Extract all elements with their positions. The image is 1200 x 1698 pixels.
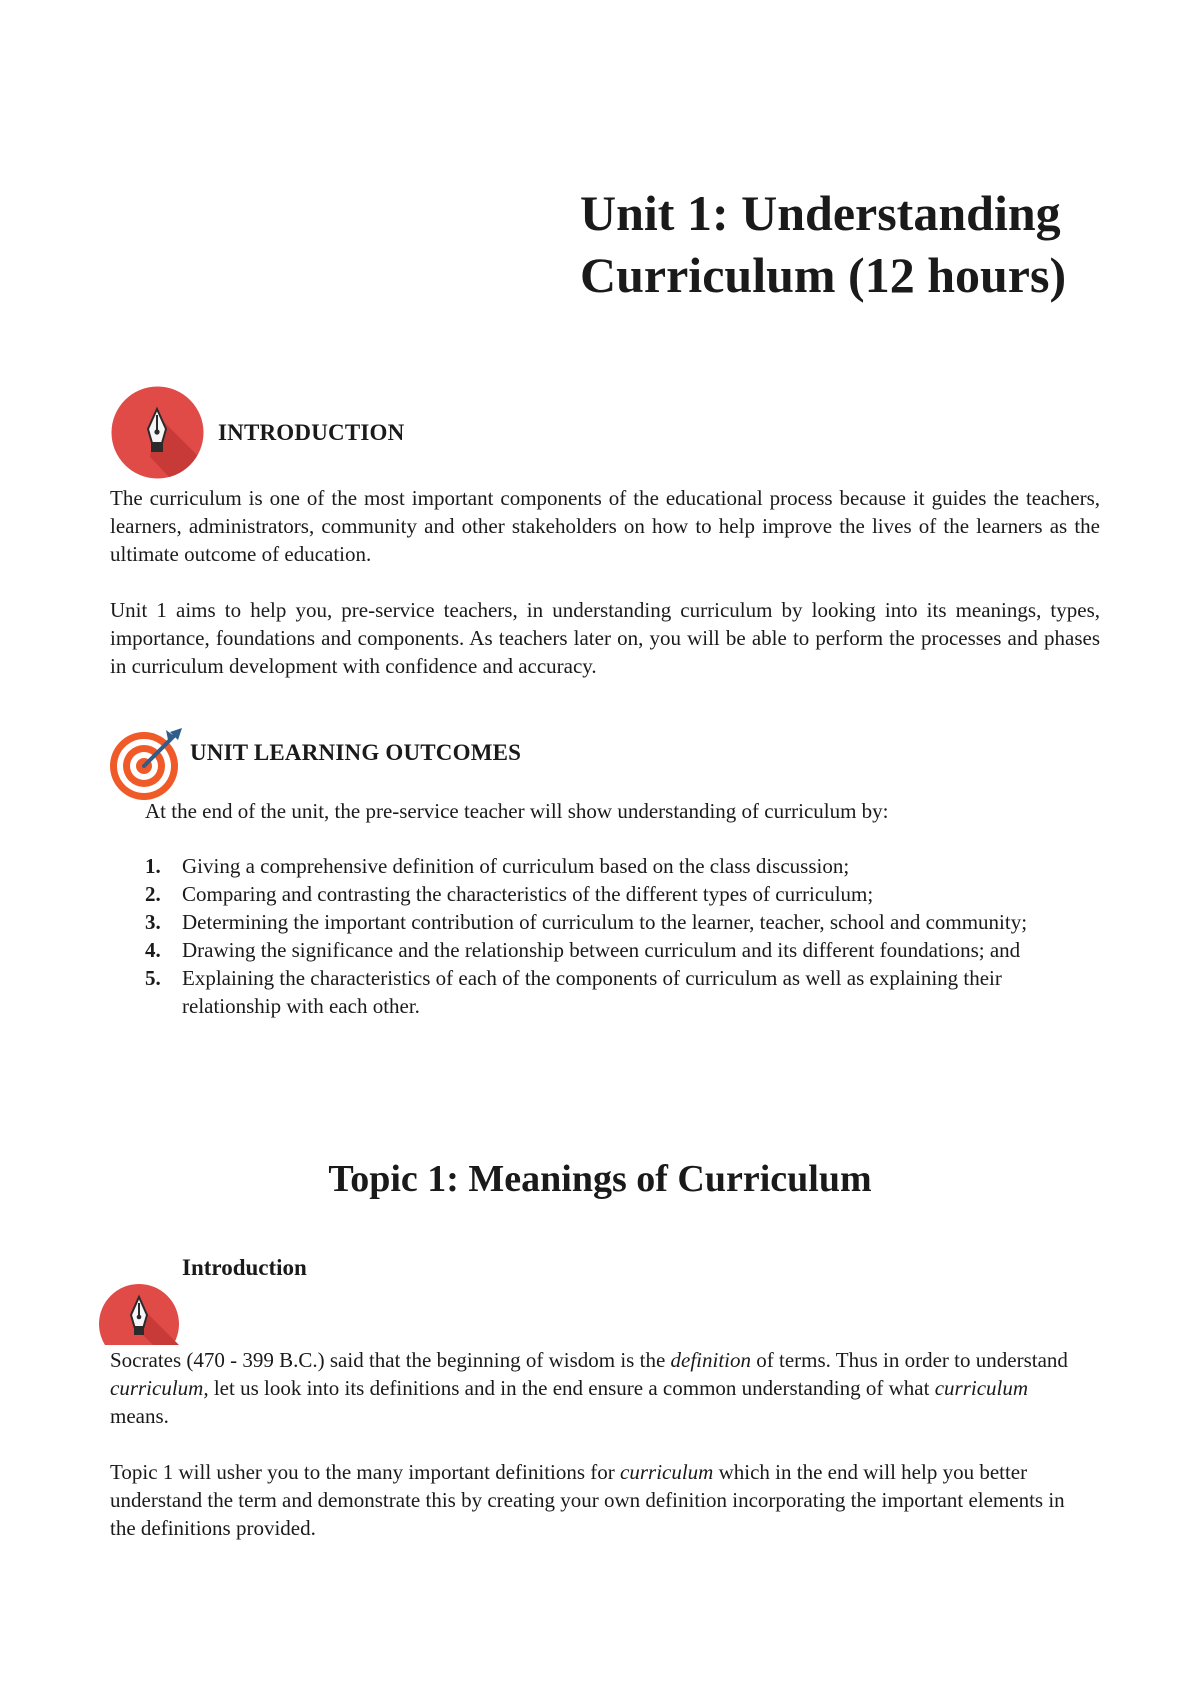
topic-paragraph-1: Socrates (470 - 399 B.C.) said that the beginning of wisdom is the definition of terms. Thus in order to understand curriculum, let us look into its definitions and in the end ensure a common understanding of what curriculum means. bbox=[110, 1348, 1068, 1428]
fountain-pen-icon bbox=[98, 1283, 180, 1345]
outcomes-lead: At the end of the unit, the pre-service teacher will show understanding of curriculum by: bbox=[145, 799, 889, 823]
unit-title bbox=[580, 182, 1140, 306]
outcome-text: Explaining the characteristics of each of the components of curriculum as well as explaining their relationship with each other. bbox=[182, 966, 1002, 1018]
outcome-text: Drawing the significance and the relationship between curriculum and its different foundations; and bbox=[182, 938, 1021, 962]
emphasis-curriculum: curriculum bbox=[934, 1376, 1029, 1400]
emphasis-curriculum: curriculum bbox=[620, 1460, 714, 1484]
unit-title-line2: Curriculum (12 hours) bbox=[580, 247, 1067, 303]
fountain-pen-icon bbox=[110, 385, 205, 480]
outcome-number: 1. bbox=[145, 854, 161, 878]
outcome-item bbox=[145, 936, 1095, 964]
topic-title: Topic 1: Meanings of Curriculum bbox=[328, 1158, 872, 1200]
outcome-text: Giving a comprehensive definition of curriculum based on the class discussion; bbox=[182, 854, 850, 878]
topic-introduction-heading: Introduction bbox=[182, 1255, 307, 1280]
topic-paragraph-2: Topic 1 will usher you to the many important definitions for curriculum which in the end will help you better understand the term and demonstrate this by creating your own definition incorporating the important elements in the definitions provided. bbox=[110, 1460, 1065, 1540]
outcome-item bbox=[145, 852, 1095, 880]
introduction-heading: INTRODUCTION bbox=[218, 420, 405, 445]
introduction-paragraph-2: Unit 1 aims to help you, pre-service teachers, in understanding curriculum by looking into its meanings, types, importance, foundations and components. As teachers later on, you will be able to perform the processes and phases in curriculum development with confidence and accuracy. bbox=[110, 598, 1100, 678]
outcome-number: 3. bbox=[145, 910, 161, 934]
outcome-text: Determining the important contribution of curriculum to the learner, teacher, school and community; bbox=[182, 910, 1028, 934]
unit-title-line1: Unit 1: Understanding bbox=[580, 185, 1061, 241]
outcomes-heading: UNIT LEARNING OUTCOMES bbox=[190, 740, 522, 765]
outcome-number: 4. bbox=[145, 938, 161, 962]
outcome-item bbox=[145, 964, 1095, 1020]
outcome-item bbox=[145, 908, 1095, 936]
target-icon bbox=[108, 726, 186, 802]
outcome-text: Comparing and contrasting the characteristics of the different types of curriculum; bbox=[182, 882, 874, 906]
introduction-paragraph-1: The curriculum is one of the most important components of the educational process because it guides the teachers, learners, administrators, community and other stakeholders on how to help improve the lives of the learners as the ultimate outcome of education. bbox=[110, 486, 1100, 566]
outcome-number: 5. bbox=[145, 966, 161, 990]
emphasis-curriculum: curriculum, bbox=[110, 1376, 209, 1400]
outcomes-list bbox=[145, 852, 1095, 1020]
outcome-item bbox=[145, 880, 1095, 908]
emphasis-definition: definition bbox=[670, 1348, 752, 1372]
outcome-number: 2. bbox=[145, 882, 161, 906]
